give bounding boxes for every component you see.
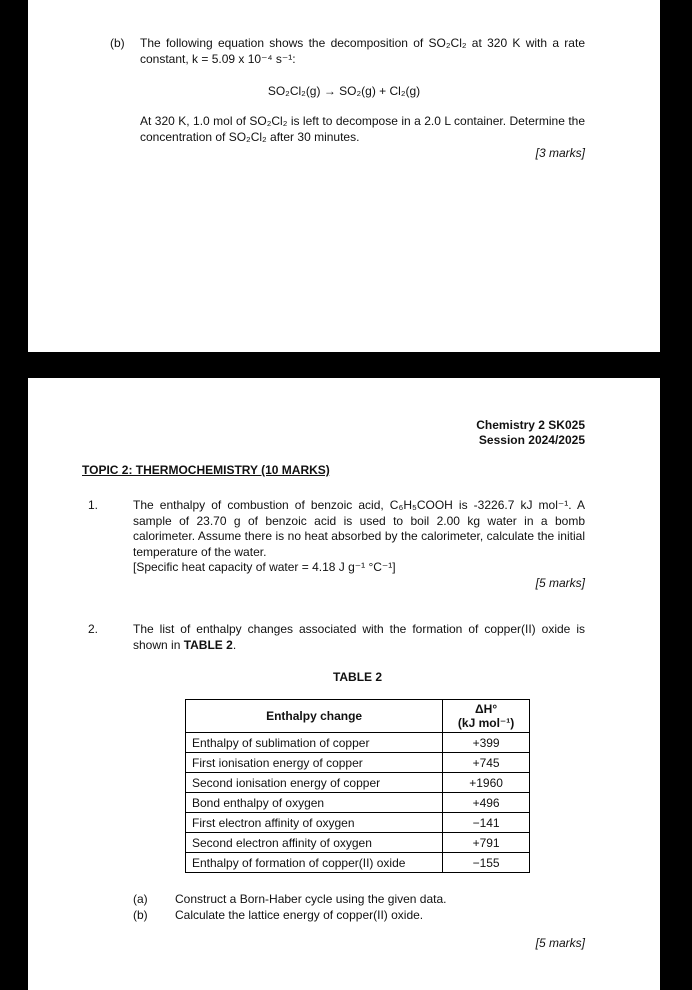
q1-note: [Specific heat capacity of water = 4.18 J g⁻¹ °C⁻¹] [133,560,396,574]
question-b-intro: The following equation shows the decomposition of SO₂Cl₂ at 320 K with a rate constant, k = 5.09 x 10⁻⁴ s⁻¹: [140,36,585,66]
topic-title: TOPIC 2: THERMOCHEMISTRY (10 MARKS) [82,463,330,477]
table-header-row [186,700,530,733]
row-value: −141 [443,813,530,833]
q1-text: The enthalpy of combustion of benzoic acid, C₆H₅COOH is -3226.7 kJ mol⁻¹. A sample of 23.70 g of benzoic acid is used to boil 2.00 kg water in a bomb calorimeter. Assume there is no heat absorbed by the calorimeter, calculate the initial temperature of the water. [133,498,585,559]
row-value: +791 [443,833,530,853]
q1-marks: [5 marks] [535,576,585,590]
q2-text [133,622,585,653]
row-value: +496 [443,793,530,813]
q2-text-prefix: The list of enthalpy changes associated with the formation of copper(II) oxide is shown in [133,622,585,652]
question-b-marks: [3 marks] [535,146,585,160]
question-b-label: (b) [110,36,125,50]
table2-title: TABLE 2 [332,670,383,684]
row-label: Second electron affinity of oxygen [186,833,443,853]
row-label: Enthalpy of sublimation of copper [186,733,443,753]
table-row [186,753,530,773]
table-row [186,733,530,753]
row-value: +399 [443,733,530,753]
table-header-dh [443,700,530,733]
row-value: +1960 [443,773,530,793]
table-row [186,773,530,793]
q1-number: 1. [88,498,99,512]
row-label: Bond enthalpy of oxygen [186,793,443,813]
q2-number: 2. [88,622,99,636]
table-row [186,853,530,873]
q2a-label: (a) [133,892,148,906]
reaction-equation: SO₂Cl₂(g) → SO₂(g) + Cl₂(g) [267,84,421,98]
q2a-text: Construct a Born-Haber cycle using the given data. [175,892,447,906]
table-row [186,833,530,853]
q2b-text: Calculate the lattice energy of copper(II) oxide. [175,908,424,922]
table-row [186,813,530,833]
table-header-dh-units: (kJ mol⁻¹) [457,716,515,730]
row-label: Enthalpy of formation of copper(II) oxide [186,853,443,873]
course-code: Chemistry 2 SK025 [476,418,585,432]
page-2 [28,378,660,990]
q2-part-a [133,892,585,908]
q2b-label: (b) [133,908,148,922]
row-label: First electron affinity of oxygen [186,813,443,833]
row-label: Second ionisation energy of copper [186,773,443,793]
q1-block [133,498,585,576]
table-header-dh-symbol: ΔH° [475,702,498,716]
q2-part-b [133,908,585,924]
table-header-enthalpy-change: Enthalpy change [186,700,443,733]
row-value: −155 [443,853,530,873]
session-label: Session 2024/2025 [478,433,585,447]
q2-marks: [5 marks] [535,936,585,950]
table-row [186,793,530,813]
row-value: +745 [443,753,530,773]
page-1 [28,0,660,352]
enthalpy-table [185,699,530,873]
q2-text-suffix: . [232,637,237,652]
row-label: First ionisation energy of copper [186,753,443,773]
doc-header [328,418,585,448]
q2-text-table-ref: TABLE 2 [183,637,233,652]
question-b-body: At 320 K, 1.0 mol of SO₂Cl₂ is left to decompose in a 2.0 L container. Determine the concentration of SO₂Cl₂ after 30 minutes. [140,114,585,144]
